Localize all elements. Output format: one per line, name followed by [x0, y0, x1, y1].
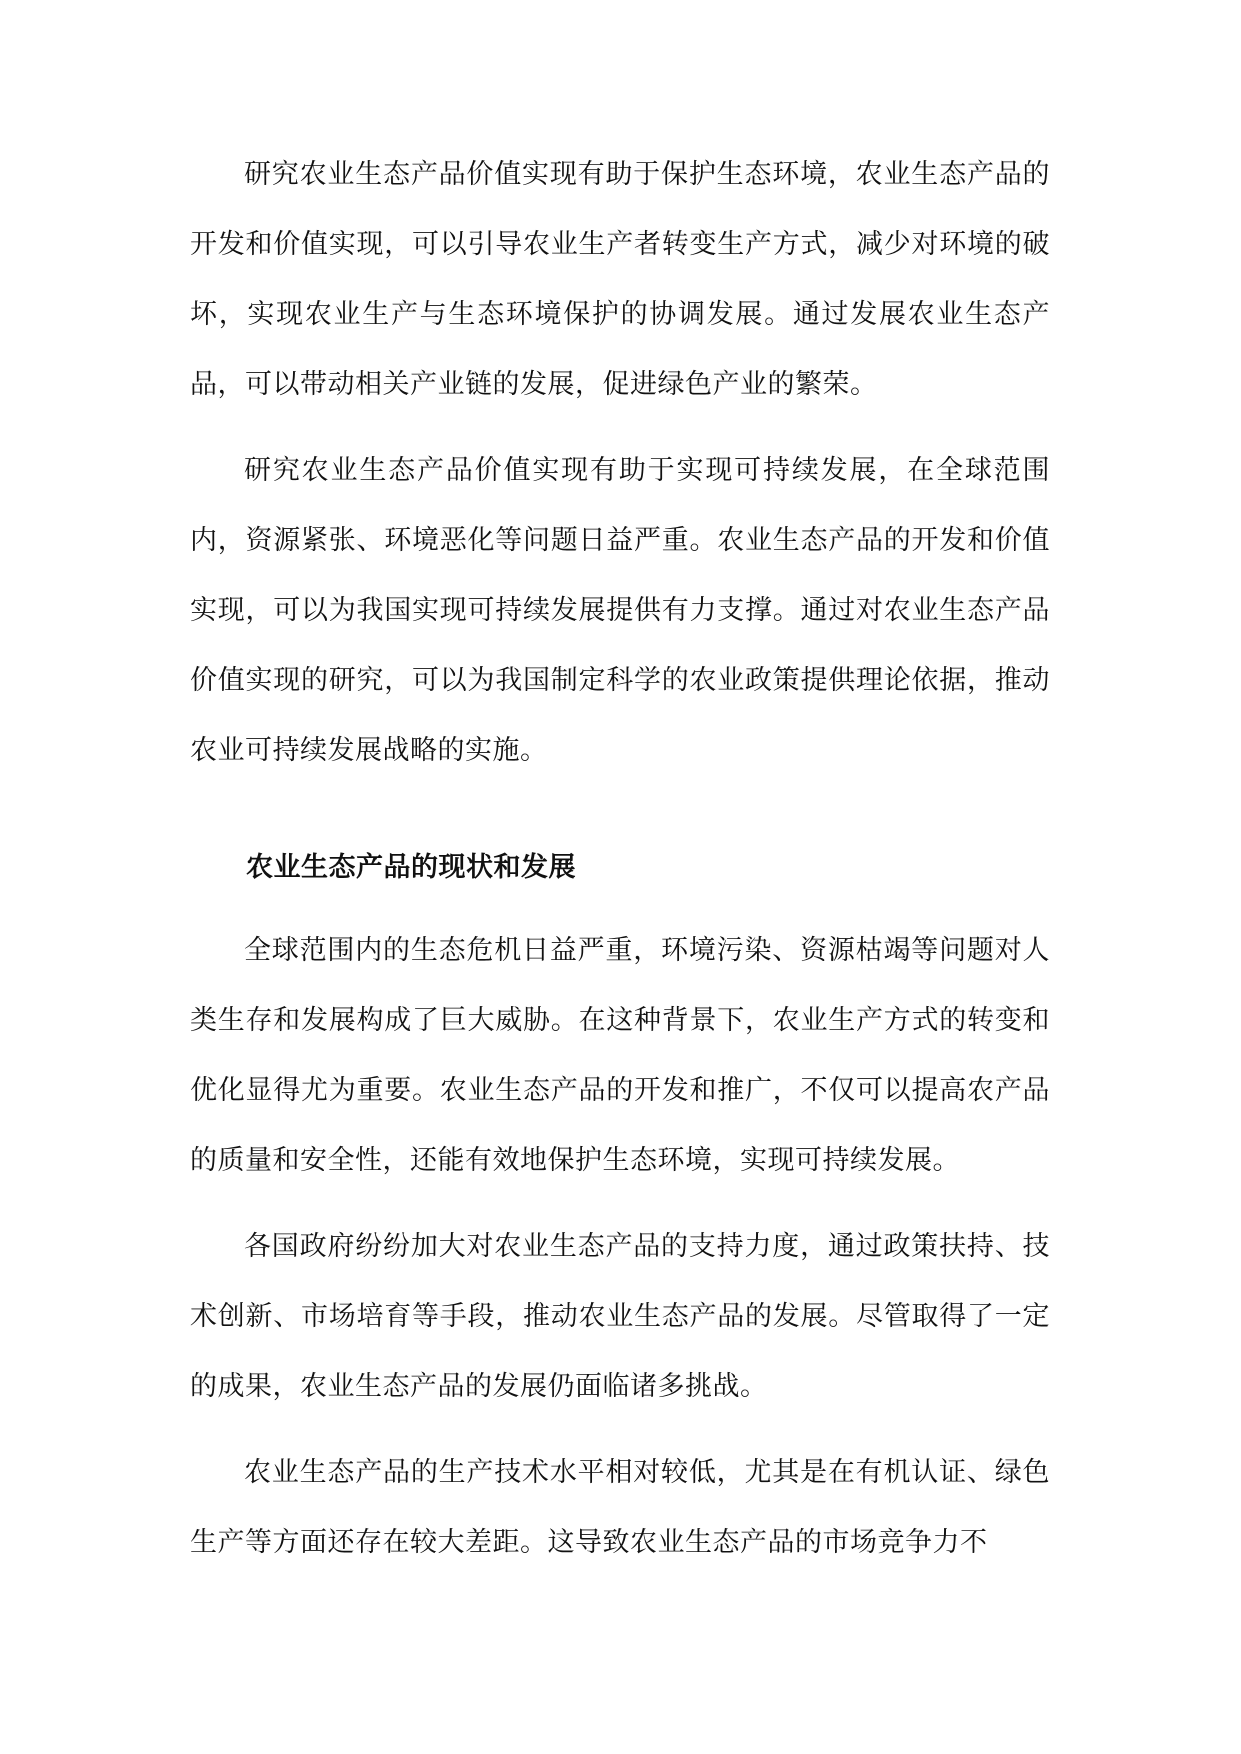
paragraph-global-crisis: 全球范围内的生态危机日益严重，环境污染、资源枯竭等问题对人类生存和发展构成了巨大威胁。在这种背景下，农业生产方式的转变和优化显得尤为重要。农业生态产品的开发和推广，不仅可以提高农产品的质量和安全性，还能有效地保护生态环境，实现可持续发展。: [190, 935, 1050, 1176]
paragraph-government-support: 各国政府纷纷加大对农业生态产品的支持力度，通过政策扶持、技术创新、市场培育等手段，推动农业生态产品的发展。尽管取得了一定的成果，农业生态产品的发展仍面临诸多挑战。: [190, 1231, 1050, 1402]
section-heading: 农业生态产品的现状和发展: [246, 852, 576, 883]
paragraph-technology-level: 农业生态产品的生产技术水平相对较低，尤其是在有机认证、绿色生产等方面还存在较大差距。这导致农业生态产品的市场竞争力不: [190, 1457, 1050, 1558]
paragraph-ecological-protection: 研究农业生态产品价值实现有助于保护生态环境，农业生态产品的开发和价值实现，可以引导农业生产者转变生产方式，减少对环境的破坏，实现农业生产与生态环境保护的协调发展。通过发展农业生态产品，可以带动相关产业链的发展，促进绿色产业的繁荣。: [190, 159, 1050, 400]
paragraph-sustainable-development: 研究农业生态产品价值实现有助于实现可持续发展，在全球范围内，资源紧张、环境恶化等问题日益严重。农业生态产品的开发和价值实现，可以为我国实现可持续发展提供有力支撑。通过对农业生态产品价值实现的研究，可以为我国制定科学的农业政策提供理论依据，推动农业可持续发展战略的实施。: [190, 455, 1050, 766]
document-body: [190, 140, 1050, 1578]
